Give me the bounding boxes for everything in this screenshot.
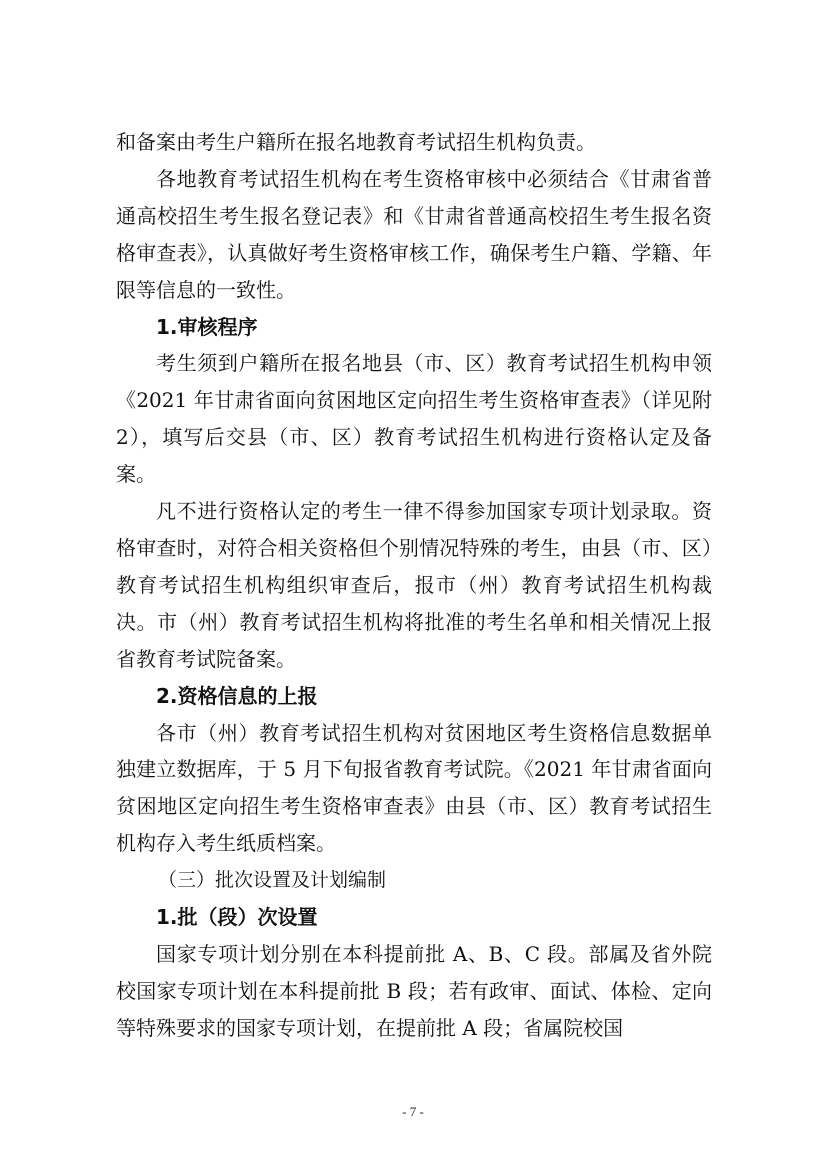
subsection-batch-setup: （三）批次设置及计划编制 [158, 869, 387, 892]
paragraph-qualification-ruling: 凡不进行资格认定的考生一律不得参加国家专项计划录取。资格审查时，对符合相关资格但个别情况特殊的考生，由县（市、区）教育考试招生机构组织审查后，报市（州）教育考试招生机构裁决。市（州）教育考试招生机构将批准的考生名单和相关情况上报省教育考试院备案。 [116, 499, 712, 671]
paragraph-qualification-review: 各地教育考试招生机构在考生资格审核中必须结合《甘肃省普通高校招生考生报名登记表》和《甘肃省普通高校招生考生报名资格审查表》，认真做好考生资格审核工作，确保考生户籍、学籍、年限等信息的一致性。 [116, 166, 712, 302]
document-body [116, 124, 712, 1047]
heading-review-procedure: 1.审核程序 [156, 314, 258, 339]
page-number: - 7 - [402, 1104, 424, 1119]
heading-batch-setting: 1.批（段）次设置 [156, 905, 318, 930]
paragraph-application-form: 考生须到户籍所在报名地县（市、区）教育考试招生机构申领《2021 年甘肃省面向贫困地区定向招生考生资格审查表》（详见附 2），填写后交县（市、区）教育考试招生机构进行资格认定及备案。 [116, 351, 712, 487]
paragraph-continuation: 和备案由考生户籍所在报名地教育考试招生机构负责。 [116, 130, 596, 154]
paragraph-database-report: 各市（州）教育考试招生机构对贫困地区考生资格信息数据单独建立数据库，于 5 月下旬报省教育考试院。《2021 年甘肃省面向贫困地区定向招生考生资格审查表》由县（市、区）教育考试招生机构存入考生纸质档案。 [116, 720, 712, 856]
heading-info-reporting: 2.资格信息的上报 [156, 683, 318, 708]
paragraph-batch-details: 国家专项计划分别在本科提前批 A、B、C 段。部属及省外院校国家专项计划在本科提前批 B 段；若有政审、面试、体检、定向等特殊要求的国家专项计划，在提前批 A 段；省属院校国 [116, 941, 712, 1040]
